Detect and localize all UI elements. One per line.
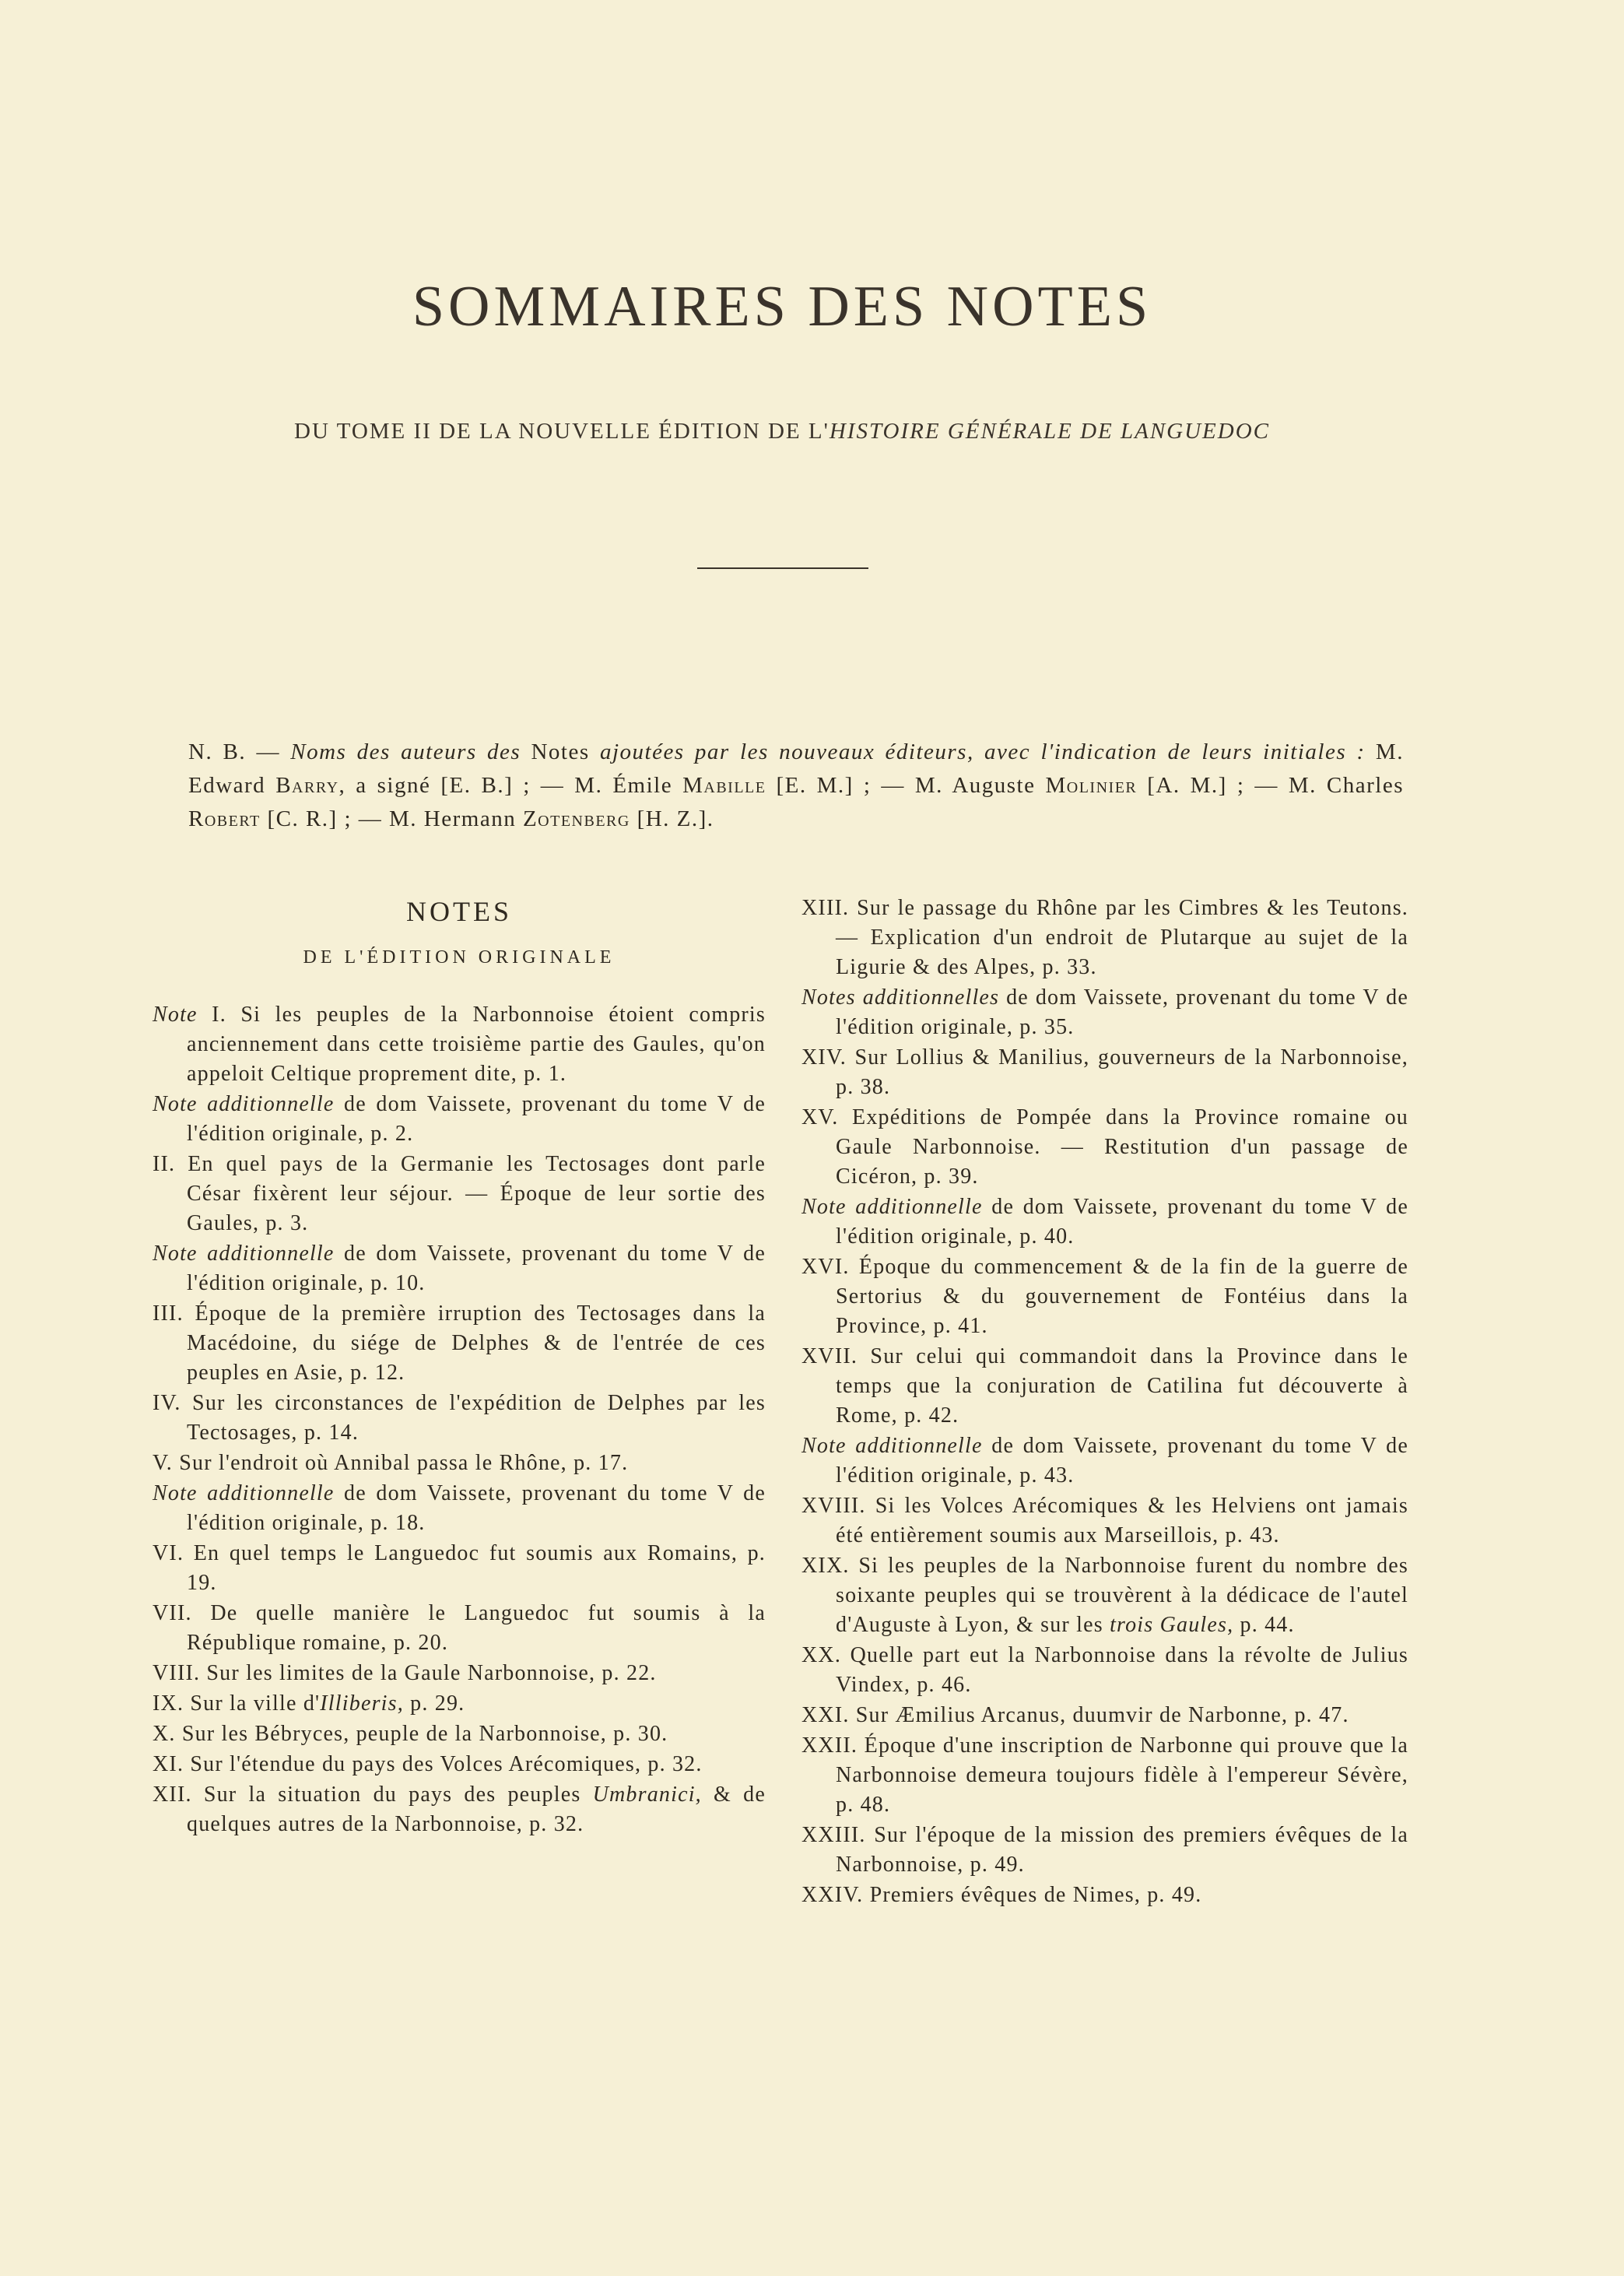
nb-lead: N. B. — [188,739,291,764]
note-entry [153,1689,766,1719]
entry-number: XIX. [801,1554,850,1578]
entry-text: En quel pays de la Germanie les Tectosages dont parle César fixèrent leur séjour. — Époque de leur sortie des Gaules, p. 3. [175,1152,766,1235]
entry-note-label: Note [153,1003,198,1027]
entry-note-label: Notes additionnelles [801,985,1000,1010]
entry-italic-term: Illiberis, [320,1691,404,1716]
entry-text: I. Si les peuples de la Narbonnoise étoient compris anciennement dans cette troisième partie des Gaules, qu'on appeloit Celtique proprement dite, p. 1. [187,1003,766,1086]
entry-number: XV. [801,1105,839,1129]
entry-text: Si les Volces Arécomiques & les Helviens ont jamais été entièrement soumis aux Marseillois, p. 43. [836,1494,1408,1547]
note-entry [801,1431,1408,1491]
nb-author-zotenberg: Zotenberg [522,806,630,831]
entry-number: XVII. [801,1344,858,1368]
entry-number: IX. [153,1691,184,1716]
entry-text: de dom Vaissete, provenant du tome V de l'édition originale, p. 43. [836,1434,1408,1487]
entry-note-label: Note additionnelle [801,1195,983,1219]
nb-text-1: M. Edward [188,739,1404,798]
entry-text: Sur les circonstances de l'expédition de Delphes par les Tectosages, p. 14. [181,1391,766,1445]
nb-text-2: , a signé [E. B.] ; — M. Émile [338,773,683,798]
note-entry [153,1539,766,1598]
entry-text: Époque de la première irruption des Tectosages dans la Macédoine, du siége de Delphes & de l'entrée de ces peuples en Asie, p. 12. [183,1301,766,1385]
editorial-note [188,736,1404,836]
entry-text: De quelle manière le Languedoc fut soumis à la République romaine, p. 20. [187,1601,766,1655]
page-subtitle [0,419,1564,444]
note-entry [153,1599,766,1658]
entry-number: XI. [153,1752,184,1776]
entry-italic-term: Umbranici, [592,1783,702,1807]
section-heading: NOTES [406,896,512,927]
note-entry [153,1299,766,1388]
note-entry [801,1491,1408,1551]
subtitle-text: DU TOME II DE LA NOUVELLE ÉDITION DE L' [294,419,830,444]
entry-text: de dom Vaissete, provenant du tome V de l'édition originale, p. 18. [187,1481,766,1535]
note-entry [153,1239,766,1298]
note-entry [801,1192,1408,1252]
entry-text: En quel temps le Languedoc fut soumis aux Romains, p. 19. [184,1541,766,1595]
nb-author-robert: Robert [188,806,261,831]
entry-text: Quelle part eut la Narbonnoise dans la révolte de Julius Vindex, p. 46. [836,1643,1408,1697]
entry-number: XXIV. [801,1883,864,1907]
nb-notes-word: Notes [521,739,600,764]
entry-note-label: Note additionnelle [801,1434,983,1458]
entry-number: XXI. [801,1703,850,1727]
nb-text-6: [H. Z.]. [630,806,714,831]
note-entry [801,1551,1408,1640]
entry-text: Sur celui qui commandoit dans la Province dans le temps que la conjuration de Catilina fut découverte à Rome, p. 42. [836,1344,1408,1428]
entry-text: de dom Vaissete, provenant du tome V de l'édition originale, p. 2. [187,1092,766,1146]
entry-number: XXIII. [801,1823,866,1847]
note-entry [153,1000,766,1089]
nb-author-barry: Barry [275,773,339,798]
entry-text: Sur Æmilius Arcanus, duumvir de Narbonne, p. 47. [849,1703,1349,1727]
nb-text-3: [E. M.] ; — M. Auguste [766,773,1046,798]
note-entry [801,1641,1408,1700]
entry-number: XII. [153,1783,192,1807]
entry-text: Sur les limites de la Gaule Narbonnoise, p. 22. [200,1661,657,1685]
title-divider [697,567,868,569]
entry-text: de dom Vaissete, provenant du tome V de l'édition originale, p. 35. [836,985,1408,1039]
entry-note-label: Note additionnelle [153,1092,335,1116]
note-entry [801,1103,1408,1192]
entry-text-after: p. 29. [403,1691,465,1716]
entry-number: XIII. [801,896,850,920]
nb-author-mabille: Mabille [682,773,766,798]
entry-number: XX. [801,1643,842,1667]
nb-italic-2: ajoutées par les nouveaux éditeurs, avec l'indication de leurs initiales : [599,739,1366,764]
entry-number: V. [153,1451,174,1475]
right-column [801,894,1408,1911]
entry-number: XVI. [801,1255,850,1279]
entry-text: Sur l'étendue du pays des Volces Arécomiques, p. 32. [184,1752,703,1776]
note-entry [153,1780,766,1839]
note-entry [801,1731,1408,1820]
nb-text-4: [A. M.] ; — M. Charles [1137,773,1405,798]
entry-text: Sur le passage du Rhône par les Cimbres & les Teutons. — Explication d'un endroit de Plutarque au sujet de la Ligurie & des Alpes, p. 33. [836,896,1408,979]
note-entry [801,1342,1408,1431]
note-entry [153,1659,766,1688]
entry-number: XIV. [801,1045,847,1070]
note-entry [153,1479,766,1538]
note-entry [153,1750,766,1779]
left-entry-list [153,1000,766,1839]
entry-number: III. [153,1301,184,1326]
page-title: SOMMAIRES DES NOTES [412,275,1152,339]
note-entry [153,1090,766,1149]
note-entry [153,1719,766,1749]
entry-text: Si les peuples de la Narbonnoise furent du nombre des soixante peuples qui se trouvèrent à la dédicace de l'autel d'Auguste à Lyon, & sur les [836,1554,1408,1637]
entry-text: Époque d'une inscription de Narbonne qui prouve que la Narbonnoise demeura toujours fidèle à l'empereur Sévère, p. 48. [836,1733,1408,1817]
nb-italic-1: Noms des auteurs des [290,739,521,764]
note-entry [153,1150,766,1238]
note-entry [801,1701,1408,1730]
entry-text: Expéditions de Pompée dans la Province romaine ou Gaule Narbonnoise. — Restitution d'un passage de Cicéron, p. 39. [836,1105,1408,1189]
note-entry [801,1881,1408,1910]
entry-number: VI. [153,1541,184,1565]
entry-italic-term: trois Gaules, [1110,1613,1234,1637]
subtitle-work-title: HISTOIRE GÉNÉRALE DE LANGUEDOC [829,419,1270,444]
entry-text: Sur l'époque de la mission des premiers évêques de la Narbonnoise, p. 49. [836,1823,1408,1877]
entry-text: Sur Lollius & Manilius, gouverneurs de la Narbonnoise, p. 38. [836,1045,1408,1099]
nb-text-5: [C. R.] ; — M. Hermann [260,806,523,831]
entry-text: Sur la situation du pays des peuples [191,1783,593,1807]
entry-text: Sur l'endroit où Annibal passa le Rhône, p. 17. [173,1451,629,1475]
left-column [153,891,766,1840]
entry-text: Sur les Bébryces, peuple de la Narbonnoise, p. 30. [175,1722,668,1746]
entry-number: VIII. [153,1661,201,1685]
entry-text: Sur la ville d' [184,1691,321,1716]
entry-number: II. [153,1152,176,1176]
entry-number: XXII. [801,1733,858,1758]
note-entry [801,894,1408,982]
entry-text-after: p. 44. [1233,1613,1295,1637]
entry-number: X. [153,1722,176,1746]
note-entry [801,1252,1408,1341]
entry-text: Époque du commencement & de la fin de la guerre de Sertorius & du gouvernement de Fontéius dans la Province, p. 41. [836,1255,1408,1338]
entry-text: de dom Vaissete, provenant du tome V de l'édition originale, p. 10. [187,1242,766,1295]
note-entry [153,1449,766,1478]
note-entry [801,983,1408,1042]
note-entry [801,1043,1408,1102]
entry-text: Premiers évêques de Nimes, p. 49. [863,1883,1202,1907]
entry-number: IV. [153,1391,181,1415]
section-subheading: DE L'ÉDITION ORIGINALE [303,947,616,968]
entry-number: VII. [153,1601,192,1625]
note-entry [801,1821,1408,1880]
nb-author-molinier: Molinier [1045,773,1138,798]
entry-note-label: Note additionnelle [153,1481,335,1505]
right-entry-list [801,894,1408,1910]
entry-number: XVIII. [801,1494,866,1518]
entry-text-after: & de quelques autres de la Narbonnoise, p. 32. [187,1783,766,1836]
note-entry [153,1389,766,1448]
entry-note-label: Note additionnelle [153,1242,335,1266]
entry-text: de dom Vaissete, provenant du tome V de l'édition originale, p. 40. [836,1195,1408,1249]
